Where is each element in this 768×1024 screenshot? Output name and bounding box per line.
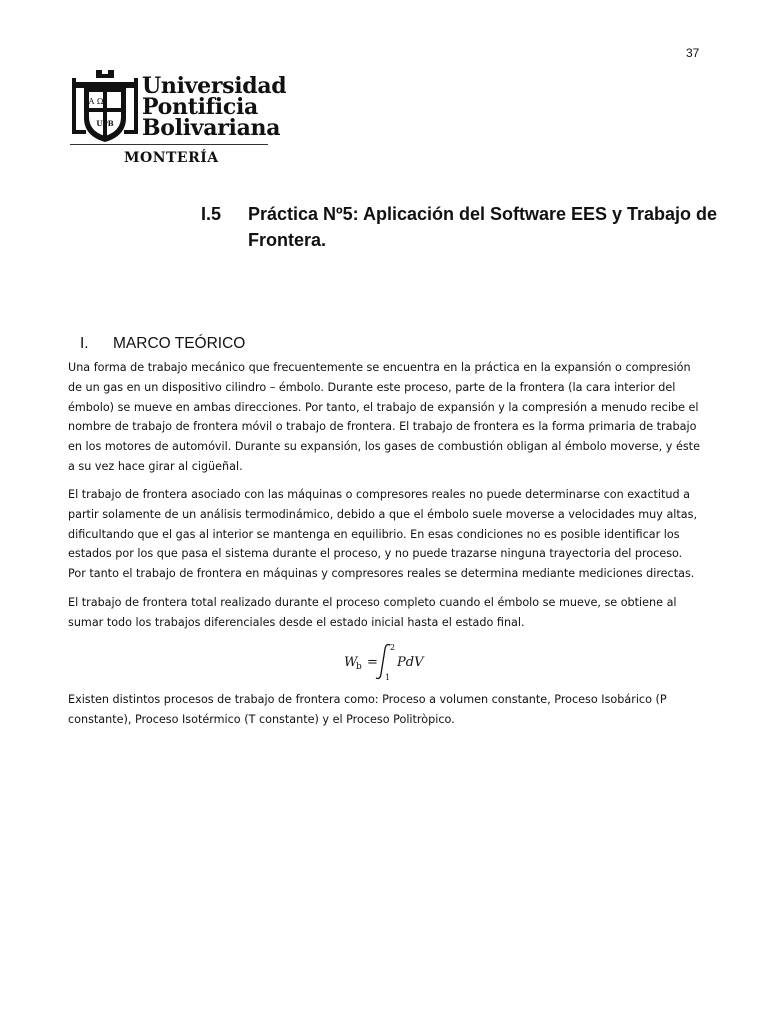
paragraph-text: Una forma de trabajo mecánico que frecuentemente se encuentra en la práctica en la expansión o compresión de un gas en un dispositivo cilindro – émbolo. Durante este proceso, parte de la frontera (la cara interior del émbolo) se mueve en ambas direcciones. Por tanto, el trabajo de expansión y la compresión a menudo recibe el nombre de trabajo de frontera móvil o trabajo de frontera. El trabajo de frontera es la forma primaria de trabajo en los motores de automóvil. Durante su expansión, los gases de combustión obligan al émbolo moverse, y éste a su vez hace girar al cigüeñal.: [68, 361, 700, 473]
formula-lhs: W: [344, 655, 358, 670]
paragraph-1: [68, 358, 702, 477]
section-title: Práctica Nº5: Aplicación del Software EES y Trabajo de Frontera.: [248, 204, 718, 250]
logo-divider: [70, 144, 268, 145]
formula-lower-limit: 1: [385, 673, 391, 681]
crest-letters-top: A Ω: [88, 97, 104, 106]
boundary-work-formula: [342, 641, 442, 681]
paragraph-2: [68, 485, 702, 584]
section-number: I.5: [201, 204, 222, 224]
logo-line-3: Bolivariana: [142, 115, 281, 141]
subsection-number: I.: [80, 335, 89, 352]
formula-integrand: PdV: [397, 655, 424, 670]
paragraph-3: [68, 593, 702, 633]
logo-line-2: Pontificia: [142, 94, 258, 120]
paragraph-4: [68, 690, 702, 730]
section-heading: [201, 201, 721, 253]
formula-upper-limit: 2: [390, 643, 396, 652]
paragraph-text: El trabajo de frontera total realizado durante el proceso completo cuando el émbolo se mueve, se obtiene al sumar todo los trabajos diferenciales desde el estado inicial hasta el estado final.: [68, 596, 677, 629]
logo-wordmark: [142, 73, 287, 141]
university-logo: [70, 68, 287, 172]
logo-line-1: Universidad: [142, 73, 287, 99]
logo-campus: MONTERÍA: [124, 150, 219, 166]
subsection-title: MARCO TEÓRICO: [113, 335, 246, 352]
subsection-heading: [80, 335, 245, 353]
paragraph-text: Existen distintos procesos de trabajo de frontera como: Proceso a volumen constante, Proceso Isobárico (P constante), Proceso Isotérmico (T constante) y el Proceso Politròpico.: [68, 693, 667, 726]
crest-letters-bottom: UPB: [96, 119, 114, 128]
crest-icon: [72, 70, 138, 144]
page-number: 37: [686, 46, 700, 60]
formula-lhs-sub: b: [356, 662, 362, 672]
paragraph-text: El trabajo de frontera asociado con las máquinas o compresores reales no puede determinarse con exactitud a partir solamente de un análisis termodinámico, debido a que el émbolo suele moverse a velocidades muy altas, dificultando que el gas al interior se mantenga en equilibrio. En esas condiciones no es posible identificar los estados por los que pasa el sistema durante el proceso, y no puede trazarse ninguna trayectoria del proceso. Por tanto el trabajo de frontera en máquinas y compresores reales se determina mediante mediciones directas.: [68, 488, 698, 581]
formula-equals: =: [367, 655, 378, 670]
